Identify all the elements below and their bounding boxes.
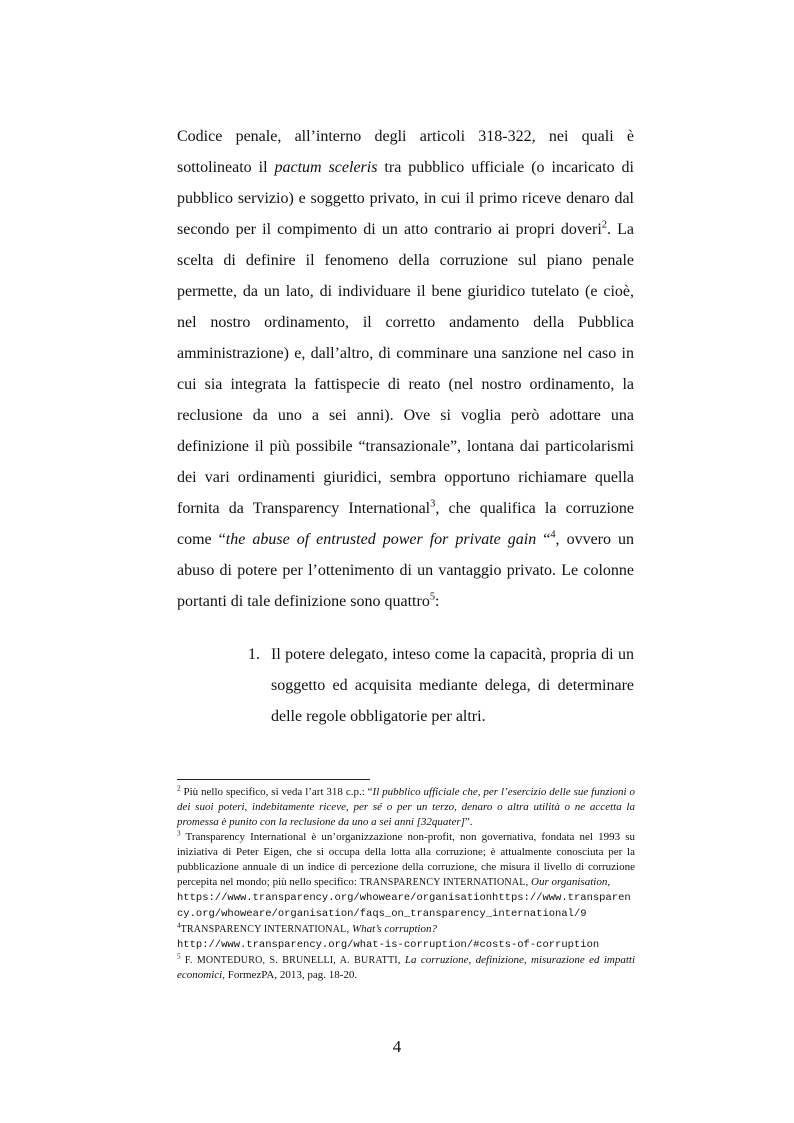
footnote-ref-3[interactable]: 3 xyxy=(430,498,436,510)
body-text-segment: , ovvero un abuso di potere per l’ottenimento di un vantaggio privato. Le colonne portanti di tale definizione sono quattro xyxy=(177,531,635,610)
footnote-text: , xyxy=(346,923,352,935)
page-number: 4 xyxy=(392,1037,402,1056)
footnote-text: , xyxy=(525,876,532,888)
footnote-org: TRANSPARENCY INTERNATIONAL xyxy=(180,924,347,935)
footnote-number: 3 xyxy=(177,829,181,838)
body-text-segment: : xyxy=(435,593,440,610)
footnote-text: ”. xyxy=(464,816,473,828)
footnote-link[interactable]: http://www.transparency.org/what-is-corruption/#costs-of-corruption xyxy=(177,939,600,951)
footnote-ref-4[interactable]: 4 xyxy=(550,529,556,541)
body-paragraph xyxy=(177,121,634,617)
footnote-quote: Il pubblico ufficiale che, per l’esercizio delle sue funzioni o dei suoi poteri, indebitamente riceve, per sé o per un terzo, denaro o altra utilità o ne accetta la promessa è punito con la reclusione da uno a sei anni [32quater] xyxy=(177,786,635,828)
footnote-number: 4 xyxy=(177,921,181,930)
numbered-list xyxy=(248,639,634,732)
body-italic-quote: the abuse of entrusted power for private gain xyxy=(225,531,537,548)
footnote-separator xyxy=(177,779,370,780)
footnote-org: TRANSPARENCY INTERNATIONAL xyxy=(359,877,526,888)
footnote-number: 2 xyxy=(177,784,181,793)
footnote-5 xyxy=(177,953,635,983)
footnote-text: Transparency International è un’organizzazione non-profit, non governativa, fondata nel 1993 su iniziativa di Peter Eigen, che si occupa della lotta alla corruzione; è attualmente conosciuta per la pubblicazione annuale di un indice di percezione della corruzione, che misura il livello di corruzione percepita nel mondo; più nello specifico: xyxy=(177,831,635,888)
footnote-title: La corruzione, definizione, misurazione ed impatti economici xyxy=(177,954,636,981)
footnote-text: , FormezPA, 2013, pag. 18-20. xyxy=(222,969,358,981)
body-italic-pactum: pactum sceleris xyxy=(274,159,378,176)
footnote-4 xyxy=(177,922,635,953)
body-text-segment: tra pubblico ufficiale (o incaricato di pubblico servizio) e soggetto privato, in cui il primo riceve denaro dal secondo per il compimento di un atto contrario ai propri doveri xyxy=(177,159,635,238)
body-text-segment: . La scelta di definire il fenomeno della corruzione sul piano penale permette, da un lato, di individuare il bene giuridico tutelato (e cioè, nel nostro ordinamento, il corretto andamento della Pubblica amministrazione) e, dall’altro, di comminare una sanzione nel caso in cui sia integrata la fattispecie di reato (nel nostro ordinamento, la reclusione da uno a sei anni). Ove si voglia però adottare una definizione il più possibile “transazionale”, lontana dai particolarismi dei vari ordinamenti giuridici, sembra opportuno richiamare quella fornita da Transparency International xyxy=(177,221,634,517)
body-text-segment: , che qualifica la corruzione come “ xyxy=(177,500,635,548)
body-text-segment: Codice penale, all’interno degli articoli 318-322, nei quali è sottolineato il xyxy=(177,128,634,176)
list-item-number: 1. xyxy=(248,646,260,663)
footnote-title: Our organisation xyxy=(531,876,608,888)
footnote-text: Più nello specifico, si veda l’art 318 c.p.: “ xyxy=(180,786,373,798)
main-text xyxy=(177,121,634,617)
footnote-authors: F. MONTEDURO, S. BRUNELLI, A. BURATTI xyxy=(180,955,398,966)
footnote-text: , xyxy=(607,876,611,888)
body-text-segment: “ xyxy=(536,531,551,548)
footnote-ref-5[interactable]: 5 xyxy=(429,591,436,603)
footnote-text: , xyxy=(397,954,405,966)
footnote-link[interactable]: https://www.transparency.org/whoweare/organisationhttps://www.transparency.org/whoweare/organisation/faqs_on_transparency_international/9 xyxy=(177,892,631,920)
footnote-ref-2[interactable]: 2 xyxy=(601,219,607,231)
footnote-number: 5 xyxy=(177,952,181,961)
footnote-3 xyxy=(177,830,635,922)
list-item xyxy=(248,639,634,732)
footnote-title: What’s corruption? xyxy=(351,923,437,935)
footnote-2 xyxy=(177,785,635,830)
footnotes xyxy=(177,785,635,983)
list-item-text: Il potere delegato, inteso come la capacità, propria di un soggetto ed acquisita mediante delega, di determinare delle regole obbligatorie per altri. xyxy=(271,646,634,725)
